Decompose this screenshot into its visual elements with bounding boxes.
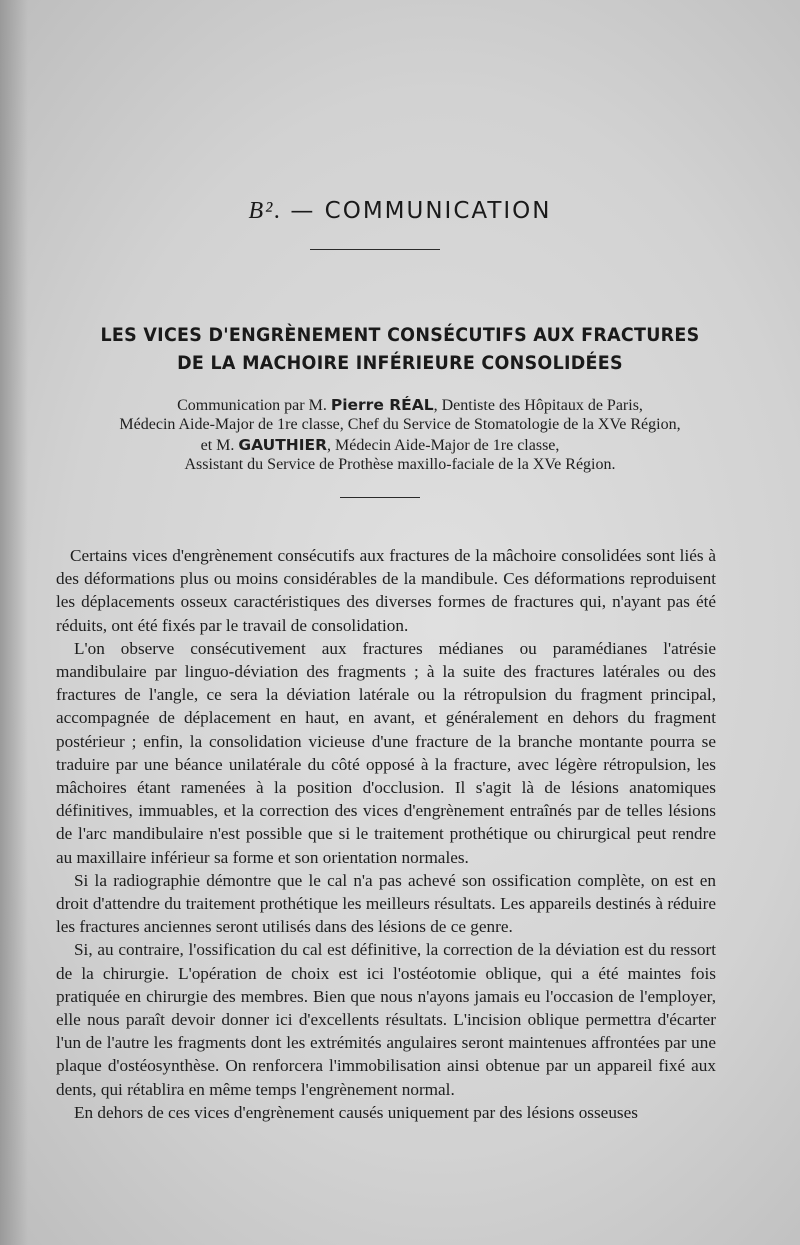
author-name-gauthier: GAUTHIER (238, 436, 328, 454)
divider-rule-2 (340, 497, 420, 498)
byline-line-4: Assistant du Service de Prothèse maxillo-faciale de la XVe Région. (184, 456, 616, 473)
byline-prefix-2: et M. (200, 437, 235, 454)
byline-line-1 (10, 396, 800, 415)
byline-affiliation-1: , Dentiste des Hôpitaux de Paris, (433, 397, 643, 414)
section-number: B². (248, 198, 283, 224)
paragraph: Si la radiographie démontre que le cal n'a pas achevé son ossification complète, on est en droit d'attendre du traitement prothétique les meilleurs résultats. Les appareils destinés à réduire les fractures anciennes seront utilisés dans des lésions de ce genre. (56, 870, 716, 937)
paragraph: L'on observe consécutivement aux fractures médianes ou paramédianes l'atrésie mandibulaire par linguo-déviation des fragments ; à la suite des fractures latérales ou des fractures de l'angle, ce sera la déviation latérale ou la rétropulsion du fragment principal, accompagnée de déplacement en haut, en avant, et généralement en dehors du fragment postérieur ; enfin, la consolidation vicieuse d'une fracture de la branche montante pourra se traduire par une béance unilatérale du côté opposé à la fracture, avec légère rétropulsion, les mâchoires étant ramenées à la position d'occlusion. Il s'agit là de lésions anatomiques définitives, immuables, et la correction des vices d'engrènement entraînés par de telles lésions de l'arc mandibulaire n'est possible que si le traitement prothétique ou chirurgical peut rendre au maxillaire inférieur sa forme et son orientation normales. (56, 638, 716, 867)
paragraph: Si, au contraire, l'ossification du cal est définitive, la correction de la déviation est du ressort de la chirurgie. L'opération de choix est ici l'ostéotomie oblique, qui a été maintes fois pratiquée en chirurgie des membres. Bien que nous n'ayons jamais eu l'occasion de l'employer, elle nous paraît devoir donner ici d'excellents résultats. L'incision oblique permettra d'écarter l'un de l'autre les fragments dont les extrémités angulaires seront maintenues affrontées par une plaque d'ostéosynthèse. On renforcera l'immobilisation ainsi obtenue par un appareil fixé aux dents, qui rétablira en même temps l'engrènement normal. (56, 940, 716, 1099)
page-shadow-edge (0, 0, 28, 1245)
divider-rule (310, 249, 440, 250)
article-body (56, 544, 716, 1124)
article-title-line-1: LES VICES D'ENGRÈNEMENT CONSÉCUTIFS AUX FRACTURES (100, 324, 700, 346)
article-title-line-2: DE LA MACHOIRE INFÉRIEURE CONSOLIDÉES (177, 352, 623, 374)
section-title: — COMMUNICATION (290, 198, 552, 224)
byline-prefix: Communication par M. (177, 397, 327, 414)
byline-line-3 (0, 436, 780, 455)
paragraph: En dehors de ces vices d'engrènement causés uniquement par des lésions osseuses (74, 1102, 638, 1122)
byline-line-2: Médecin Aide-Major de 1re classe, Chef du Service de Stomatologie de la XVe Région, (119, 416, 681, 433)
paragraph: Certains vices d'engrènement consécutifs aux fractures de la mâchoire consolidées sont liés à des déformations plus ou moins considérables de la mandibule. Ces déformations reproduisent les déplacements osseux caractéristiques des diverses formes de fractures qui, n'ayant pas été réduits, ont été fixés par le travail de consolidation. (56, 546, 716, 635)
author-name-real: Pierre RÉAL (330, 396, 434, 414)
byline-affiliation-2: , Médecin Aide-Major de 1re classe, (327, 437, 560, 454)
section-heading (0, 198, 800, 225)
